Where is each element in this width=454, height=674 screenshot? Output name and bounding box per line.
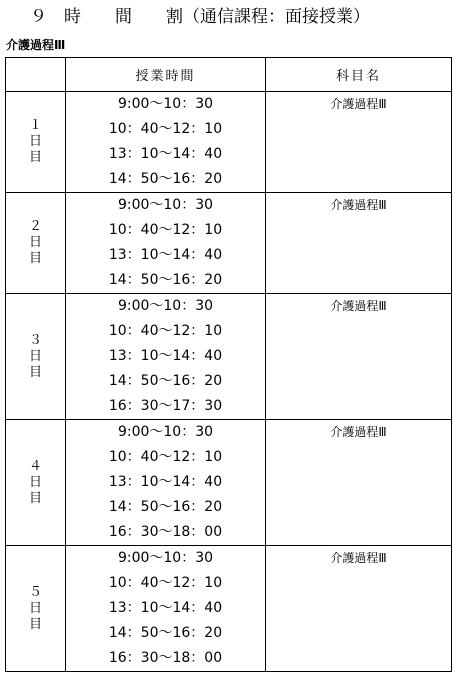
time-slot: 14：50～16：20: [108, 373, 223, 389]
time-slot: 9:00～10：30: [117, 298, 214, 314]
time-slot: 13：10～14：40: [108, 474, 223, 490]
time-slot: 14：50～16：20: [108, 625, 223, 641]
day-label: [6, 193, 66, 294]
table-row-day-4: [6, 420, 452, 546]
day-number: ４: [28, 458, 42, 474]
subject-cell: [266, 420, 452, 546]
time-slot: 13：10～14：40: [108, 600, 223, 616]
subject-name: 介護過程Ⅲ: [330, 97, 387, 111]
day-char: 日: [28, 474, 42, 490]
day-label: [6, 294, 66, 420]
time-slot: 16：30～18：00: [108, 524, 223, 540]
day-char: 日: [28, 348, 42, 364]
subject-cell: [266, 193, 452, 294]
time-slots: [66, 294, 266, 420]
time-slot: 13：10～14：40: [108, 146, 223, 162]
day-char: 目: [28, 150, 42, 165]
time-slots: [66, 193, 266, 294]
subject-cell: [266, 92, 452, 193]
day-char: 日: [28, 134, 42, 149]
header-time: 授業時間: [66, 58, 266, 92]
day-char: 日: [28, 600, 42, 616]
time-slots: [66, 420, 266, 546]
timetable-header-row: [6, 58, 452, 92]
subject-cell: [266, 546, 452, 672]
time-slot: 14：50～16：20: [108, 272, 223, 288]
subject-name: 介護過程Ⅲ: [330, 551, 387, 565]
table-row-day-5: [6, 546, 452, 672]
time-slot: 16：30～18：00: [108, 650, 223, 666]
time-slot: 13：10～14：40: [108, 247, 223, 263]
time-slot: 14：50～16：20: [108, 499, 223, 515]
page-title: ９ 時 間 割（通信課程：面接授業）: [30, 7, 370, 27]
subject-name: 介護過程Ⅲ: [330, 425, 387, 439]
subject-cell: [266, 294, 452, 420]
subject-name: 介護過程Ⅲ: [330, 299, 387, 313]
time-slot: 10：40～12：10: [108, 121, 223, 137]
day-char: 目: [28, 616, 42, 632]
day-number: １: [28, 118, 42, 133]
day-char: 目: [28, 364, 42, 380]
day-label: [6, 420, 66, 546]
day-char: 日: [28, 235, 42, 250]
day-label: [6, 92, 66, 193]
time-slots: [66, 92, 266, 193]
time-slot: 9:00～10：30: [117, 96, 214, 112]
day-number: ３: [28, 332, 42, 348]
time-slot: 9:00～10：30: [117, 424, 214, 440]
subject-name: 介護過程Ⅲ: [330, 198, 387, 212]
header-subject: 科目名: [266, 58, 452, 92]
timetable: [5, 57, 452, 672]
time-slot: 14：50～16：20: [108, 171, 223, 187]
time-slots: [66, 546, 266, 672]
time-slot: 10：40～12：10: [108, 449, 223, 465]
time-slot: 13：10～14：40: [108, 348, 223, 364]
day-label: [6, 546, 66, 672]
time-slot: 10：40～12：10: [108, 323, 223, 339]
table-row-day-1: [6, 92, 452, 193]
time-slot: 9:00～10：30: [117, 197, 214, 213]
header-day-cell: [6, 58, 66, 92]
day-char: 目: [28, 251, 42, 266]
table-row-day-3: [6, 294, 452, 420]
time-slot: 10：40～12：10: [108, 575, 223, 591]
time-slot: 16：30～17：30: [108, 398, 223, 414]
time-slot: 10：40～12：10: [108, 222, 223, 238]
table-row-day-2: [6, 193, 452, 294]
time-slot: 9:00～10：30: [117, 550, 214, 566]
day-char: 目: [28, 490, 42, 506]
day-number: ２: [28, 219, 42, 234]
day-number: ５: [28, 584, 42, 600]
course-subtitle: 介護過程Ⅲ: [6, 38, 66, 52]
